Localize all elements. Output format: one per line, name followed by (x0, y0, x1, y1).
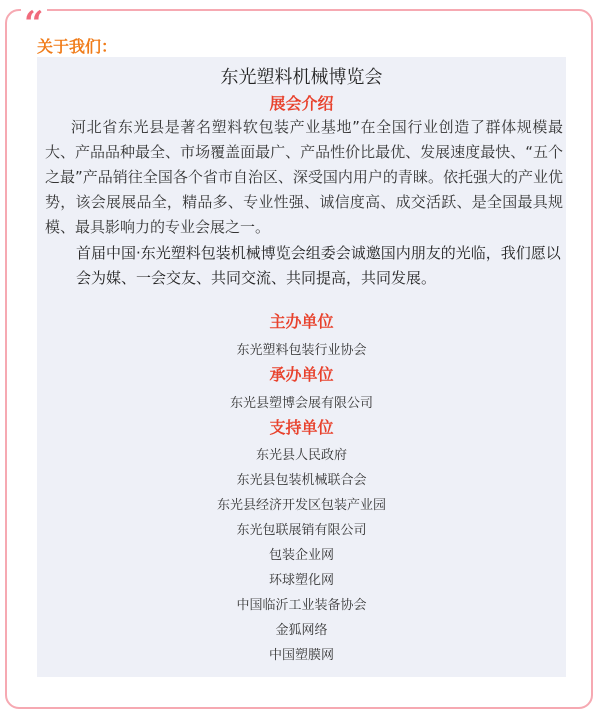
support-item: 东光包联展销有限公司 (236, 523, 367, 538)
support-item: 中国塑膜网 (268, 648, 334, 663)
intro-paragraph: 河北省东光县是著名塑料软包装产业基地”在全国行业创造了群体规模最大、产品品种最全、市场覆盖面最广、产品性价比最优、发展速度最快、“五个之最”产品销往全国各个省市自治区、深受国内用户的青睐。依托强大的产业优势，该会展展品全，精品多、专业性强、诚信度高、成交活跃、是全国最具规模、最具影响力的专业会展之一。 (45, 118, 563, 236)
support-item: 中国临沂工业装备协会 (236, 598, 367, 613)
about-us-heading: 关于我们： (37, 37, 118, 56)
host-item: 东光塑料包装行业协会 (236, 343, 367, 358)
support-item: 东光县经济开发区包装产业园 (216, 498, 386, 513)
host-title: 主办单位 (269, 312, 334, 331)
support-item: 包装企业网 (268, 548, 334, 563)
support-item: 东光县包装机械联合会 (236, 473, 367, 488)
support-item: 金狐网络 (275, 623, 328, 638)
organizer-item: 东光县塑博会展有限公司 (229, 396, 373, 411)
support-item: 环球塑化网 (268, 573, 334, 588)
organizer-title: 承办单位 (269, 365, 334, 384)
support-title: 支持单位 (269, 418, 334, 437)
quote-icon: “ (21, 7, 47, 41)
org-title: 东光塑料机械博览会 (220, 67, 383, 88)
invite-paragraph: 首届中国·东光塑料包装机械博览会组委会诚邀国内朋友的光临，我们愿以会为媒、一会交友、共同交流、共同提高，共同发展。 (76, 244, 561, 287)
intro-title: 展会介绍 (269, 94, 334, 113)
support-item: 东光县人民政府 (255, 448, 347, 463)
content-panel (37, 57, 566, 677)
